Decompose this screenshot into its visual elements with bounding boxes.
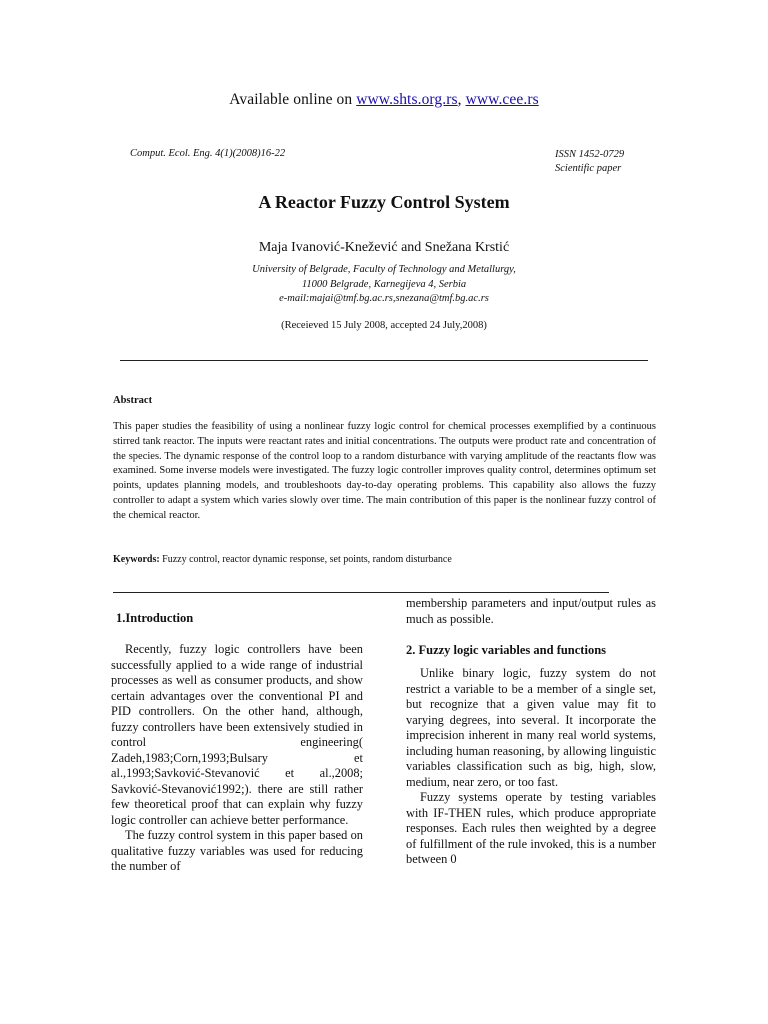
intro-paragraph-1: Recently, fuzzy logic controllers have been successfully applied to a wide range of industrial processes as well as consumer products, and show certain advantages over the conventional PI and PID controllers. On the other hand, although, fuzzy controllers have been extensively studied in control engineering( Zadeh,1983;Corn,1993;Bulsary et al.,1993;Savković-Stevanović et al.,2008; Savković-Stevanović1992;). there are still rather few theoretical proof that can explain why fuzzy logic controller can achieve better performance. — [111, 642, 363, 827]
shts-link[interactable]: www.shts.org.rs — [356, 91, 458, 108]
header-divider — [120, 360, 648, 361]
issn-block — [555, 148, 624, 176]
intro-paragraph-2: The fuzzy control system in this paper based on qualitative fuzzy variables was used for reducing the number of — [111, 828, 363, 873]
left-column — [111, 642, 363, 875]
section-2-paragraph-1: Unlike binary logic, fuzzy system do not restrict a variable to be a member of a single set, but recognize that a given value may fit to varying degrees, into several. It incorporate the imprecision inherent in many real world systems, including human reasoning, by allowing linguistic variables classification such as big, high, slow, medium, near zero, or too fast. — [406, 666, 656, 789]
issn-number: ISSN 1452-0729 — [555, 149, 625, 160]
affiliation-line-1: University of Belgrade, Faculty of Technology and Metallurgy, — [252, 264, 516, 275]
availability-line — [0, 91, 768, 109]
author-affiliation — [0, 263, 768, 307]
keywords-label: Keywords: — [113, 554, 160, 565]
article-title: A Reactor Fuzzy Control System — [258, 192, 510, 212]
available-online-label: Available online on — [229, 91, 357, 108]
abstract-divider — [113, 592, 609, 593]
right-column-continuation: membership parameters and input/output rules as much as possible. — [406, 596, 656, 626]
author-email: e-mail:majai@tmf.bg.ac.rs,snezana@tmf.bg.ac.rs — [279, 293, 489, 304]
section-2-paragraph-2: Fuzzy systems operate by testing variables with IF-THEN rules, which produce appropriate responses. Each rules then weighted by a degree of fulfillment of the rule invoked, this is a number between 0 — [406, 790, 656, 866]
right-column — [406, 666, 656, 868]
abstract-text: This paper studies the feasibility of using a nonlinear fuzzy logic control for chemical processes exemplified by a continuous stirred tank reactor. The inputs were reactant rates and initial concentrations. The outputs were product rate and concentration of the species. The dynamic response of the control loop to a random disturbance with varying amplitude of the reactants flow was examined. Some inverse models were investigated. The fuzzy logic controller improves quality control, determines optimum set points, updates planning models, and troubleshoots day-to-day operating problems. This capability also allows the fuzzy controller to adapt a system which varies slowly over time. The main contribution of this paper is the nonlinear fuzzy control of the chemical reactor. — [113, 421, 656, 521]
article-authors: Maja Ivanović-Knežević and Snežana Krstić — [258, 240, 510, 255]
received-dates: (Receieved 15 July 2008, accepted 24 July,2008) — [281, 320, 487, 331]
affiliation-line-2: 11000 Belgrade, Karnegijeva 4, Serbia — [301, 278, 467, 290]
paper-type: Scientific paper — [555, 163, 622, 174]
keywords-line — [113, 554, 452, 565]
abstract-heading: Abstract — [113, 395, 153, 406]
section-1-heading: 1.Introduction — [116, 611, 194, 625]
section-2-heading: 2. Fuzzy logic variables and functions — [406, 643, 607, 657]
keywords-list: Fuzzy control, reactor dynamic response, set points, random disturbance — [159, 554, 452, 565]
cee-link[interactable]: www.cee.rs — [465, 91, 539, 108]
link-separator: , — [457, 91, 466, 108]
journal-citation: Comput. Ecol. Eng. 4(1)(2008)16-22 — [130, 148, 286, 159]
